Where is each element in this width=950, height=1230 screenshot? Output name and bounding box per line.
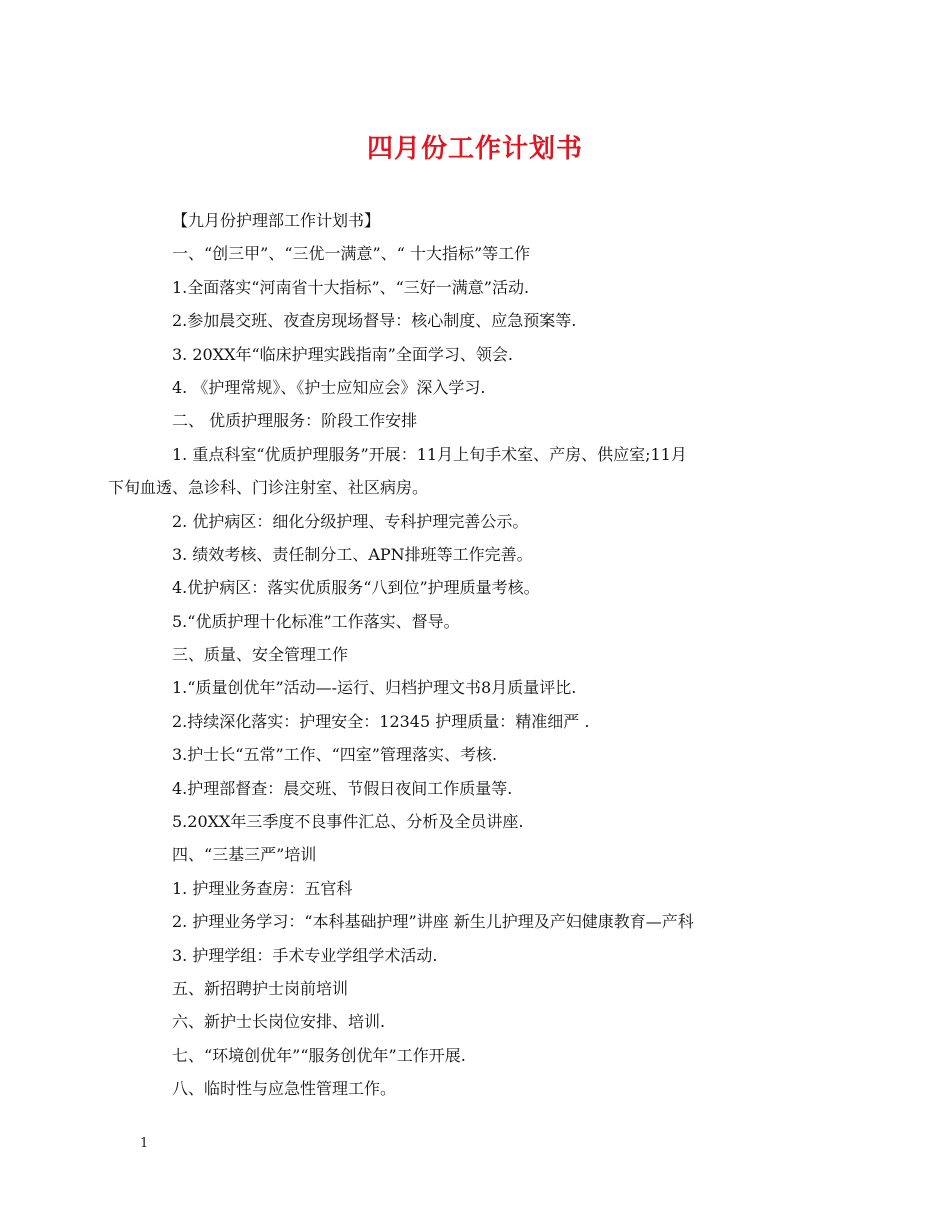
section-heading: 六、新护士长岗位安排、培训. (172, 1012, 386, 1032)
document-body (108, 204, 820, 1106)
list-item: 2.参加晨交班、夜查房现场督导：核心制度、应急预案等. (172, 311, 577, 331)
list-item: 5.“优质护理十化标准”工作落实、督导。 (172, 611, 460, 631)
list-item: 3. 护理学组：手术专业学组学术活动. (172, 945, 438, 965)
section-heading: 三、质量、安全管理工作 (172, 645, 349, 665)
list-item: 4.护理部督查：晨交班、节假日夜间工作质量等. (172, 778, 513, 798)
list-item: 1. 护理业务查房：五官科 (172, 878, 353, 898)
section-heading: 【九月份护理部工作计划书】 (172, 211, 381, 230)
list-item-continuation: 下旬血透、急诊科、门诊注射室、社区病房。 (108, 478, 429, 498)
list-item: 1. 重点科室“优质护理服务”开展：11月上旬手术室、产房、供应室;11月 (172, 444, 687, 464)
list-item: 2. 护理业务学习：“本科基础护理”讲座 新生儿护理及产妇健康教育—产科 (172, 912, 694, 932)
section-heading: 八、临时性与应急性管理工作。 (172, 1079, 397, 1099)
list-item: 1.全面落实“河南省十大指标”、“三好一满意”活动. (172, 277, 530, 297)
list-item: 4.优护病区：落实优质服务“八到位”护理质量考核。 (172, 578, 540, 598)
list-item: 3. 20XX年“临床护理实践指南”全面学习、领会. (172, 344, 513, 364)
document-title: 四月份工作计划书 (366, 134, 583, 164)
section-heading: 一、“创三甲”、“三优一满意”、“ 十大指标”等工作 (172, 244, 531, 264)
list-item: 4. 《护理常规》、《护士应知应会》深入学习. (172, 377, 486, 397)
section-heading: 五、新招聘护士岗前培训 (172, 978, 349, 998)
list-item: 3. 绩效考核、责任制分工、APN排班等工作完善。 (172, 544, 533, 564)
list-item: 1.“质量创优年”活动—-运行、归档护理文书8月质量评比. (172, 678, 577, 698)
section-heading: 二、 优质护理服务：阶段工作安排 (172, 411, 418, 431)
section-heading: 四、“三基三严”培训 (172, 845, 317, 865)
list-item: 2. 优护病区：细化分级护理、专科护理完善公示。 (172, 511, 529, 531)
list-item: 3.护士长“五常”工作、“四室”管理落实、考核. (172, 745, 498, 765)
list-item: 5.20XX年三季度不良事件汇总、分析及全员讲座. (172, 812, 524, 832)
list-item: 2.持续深化落实：护理安全：12345 护理质量：精准细严 . (172, 711, 590, 731)
page-number: 1 (140, 1136, 149, 1151)
section-heading: 七、“环境创优年”“服务创优年”工作开展. (172, 1045, 466, 1065)
